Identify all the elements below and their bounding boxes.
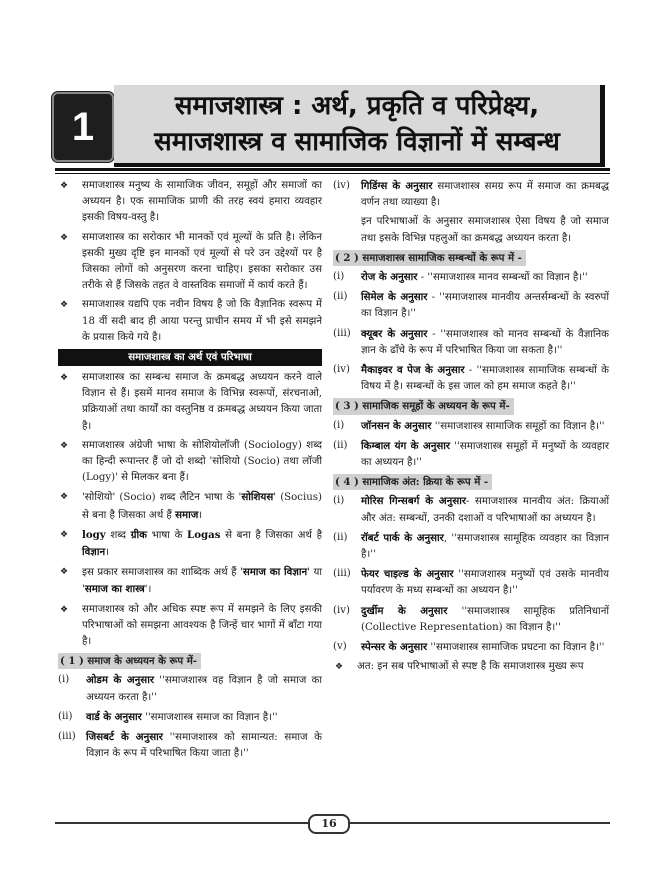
bold-text: ग्रीक <box>130 528 147 541</box>
text: ( 1 ) समाज के अध्ययन के रूप में- <box>60 655 198 668</box>
item-marker: (ii) <box>333 531 348 543</box>
numbered-definition <box>333 269 609 286</box>
item-marker: (iv) <box>333 604 350 616</box>
bold-text: जॉनसन के अनुसार <box>361 419 432 432</box>
subsection-heading <box>333 474 492 490</box>
numbered-definition <box>333 493 609 526</box>
numbered-definition <box>333 289 609 322</box>
bold-text: किम्बाल यंग के अनुसार <box>361 439 451 452</box>
text: ''समाजशास्त्र सामाजिक प्रघटना का विज्ञान है।'' <box>427 642 605 654</box>
text: - ''समाजशास्त्र सामाजिक सम्बन्धों के विषय में है। सम्बन्धों के इस जाल को हम समाज कहते है।'' <box>361 365 609 393</box>
bold-text: गिडिंग्स के अनुसार <box>361 180 433 192</box>
bold-text: मैकाइवर व पेज के अनुसार <box>361 364 465 377</box>
subsection-heading-wrap <box>333 474 609 493</box>
bullet-item <box>58 370 322 435</box>
text: , ''समाजशास्त्र सामूहिक व्यवहार का विज्ञान है।'' <box>361 532 609 561</box>
page-number: 16 <box>308 814 350 834</box>
text: इस प्रकार समाजशास्त्र का शाब्दिक अर्थ हैं ' <box>82 567 243 579</box>
bold-text: रॉबर्ट पार्क के अनुसार <box>361 531 444 544</box>
bold-text: रोज के अनुसार <box>361 271 418 284</box>
bullet-item <box>333 659 609 675</box>
item-marker: (i) <box>333 271 345 283</box>
header-rule <box>55 168 610 171</box>
item-marker: (iii) <box>333 568 351 580</box>
text: इन परिभाषाओं के अनुसार समाजशास्त्र ऐसा विषय है जो समाज तथा इसके विभिन्न पहलुओं का क्रमबद्ध अध्ययन करता है। <box>361 216 609 244</box>
numbered-definition <box>58 672 322 705</box>
text: 'सोशियो' (Socio) शब्द लैटिन भाषा के ' <box>82 492 242 504</box>
bullet-item <box>58 297 322 346</box>
numbered-definition <box>333 603 609 636</box>
text: ''समाजशास्त्र को सामान्यत: समाज के विज्ञान के रूप में परिभाषित किया जाता है।'' <box>86 732 322 760</box>
chapter-title-line-1: समाजशास्त्र : अर्थ, प्रकृति व परिप्रेक्ष्य, <box>174 91 540 121</box>
item-marker: (i) <box>333 419 345 431</box>
numbered-definition <box>58 709 322 726</box>
item-marker: (ii) <box>333 439 348 451</box>
numbered-definition <box>333 566 609 599</box>
bullet-item <box>58 564 322 598</box>
bold-text: सिमेल के अनुसार <box>361 291 428 304</box>
bullet-item <box>58 178 322 227</box>
text: भाषा के <box>146 529 188 541</box>
item-marker: (iii) <box>333 327 351 339</box>
bullet-diamond-icon: ❖ <box>60 181 69 191</box>
text: ( 2 ) समाजशास्त्र सामाजिक सम्बन्धों के रूप में - <box>335 251 522 264</box>
item-marker: (iii) <box>58 731 76 743</box>
bullet-item <box>58 438 322 487</box>
header-rule-thin <box>55 173 610 174</box>
text: ''समाजशास्त्र सामाजिक समूहों का विज्ञान है।'' <box>431 420 605 432</box>
text: समाजशास्त्र का अर्थ एवं परिभाषा <box>128 351 252 364</box>
bold-text: विज्ञान <box>82 546 106 559</box>
bold-text: समाज का विज्ञान <box>242 566 308 579</box>
text: - समाजशास्त्र मानवीय अंत: क्रियाओं और अंत: सम्बन्धों, उनकी दशाओं व परिभाषाओं का अध्ययन है। <box>361 496 610 524</box>
subsection-heading-wrap <box>333 398 609 417</box>
bold-text: स्पेन्सर के अनुसार <box>361 641 428 654</box>
text: समाजशास्त्र समग्र रूप में समाज का क्रमबद्ध वर्णन तथा व्याख्या है। <box>361 181 609 209</box>
subsection-heading-wrap <box>333 250 609 269</box>
bold-text: वार्ड के अनुसार <box>86 710 142 723</box>
chapter-number: 1 <box>71 104 95 149</box>
text: '। <box>144 584 152 596</box>
bold-text: logy <box>82 528 106 541</box>
bullet-item <box>58 602 322 651</box>
bullet-diamond-icon: ❖ <box>60 232 69 243</box>
text: समाजशास्त्र यद्यपि एक नवीन विषय है जो कि वैज्ञानिक स्वरूप में 18 वीं सदी बाद ही आया परन्तु प्राचीन समय में भी इसे समझने के प्रयास किये गये है। <box>82 299 322 343</box>
bullet-diamond-icon: ❖ <box>60 529 69 540</box>
bold-text: समाज का शास्त्र <box>84 583 145 596</box>
item-marker: (iv) <box>333 364 350 376</box>
bullet-item <box>58 527 322 561</box>
text: ' या ' <box>82 567 323 596</box>
numbered-definition <box>333 178 609 211</box>
bullet-diamond-icon: ❖ <box>60 567 69 578</box>
text: ' (Socius) से बना है जिसका अर्थ हैं <box>82 492 323 521</box>
numbered-definition <box>333 530 609 563</box>
bold-text: फेयर चाइल्ड के अनुसार <box>361 568 454 581</box>
text: - ''समाजशास्त्र मानवीय अन्तर्सम्बन्धों के स्वरुपों का विज्ञान है।'' <box>361 292 609 320</box>
text: समाजशास्त्र मनुष्य के सामाजिक जीवन, समूहों और समाजों का अध्ययन है। एक सामाजिक प्राणी की तरह स्वयं हमारा व्यवहार इसकी विषय-वस्तु है। <box>82 180 322 224</box>
item-marker: (i) <box>333 495 345 507</box>
text: - ''समाजशास्त्र को मानव सम्बन्धों के वैज्ञानिक ज्ञान के ढाँचे के रूप में परिभाषित किया जा सकता है।'' <box>361 328 609 356</box>
text: समाजशास्त्र को और अधिक स्पष्ट रूप में समझने के लिए इसकी परिभाषाओं को समझना आवश्यक है जिन्हें चार भागों में बाँटा गया है। <box>82 603 322 648</box>
bullet-item <box>58 230 322 295</box>
chapter-number-badge <box>52 92 114 162</box>
text: ''समाजशास्त्र वह विज्ञान है जो समाज का अध्ययन करता है।'' <box>86 675 322 703</box>
chapter-title-line-2: समाजशास्त्र व सामाजिक विज्ञानों में सम्बन्ध <box>154 127 560 157</box>
numbered-definition <box>333 418 609 435</box>
right-column <box>333 178 609 678</box>
text: ''समाजशास्त्र सामूहिक प्रतिनिधानों (Collective Representation) का विज्ञान है।'' <box>361 605 609 633</box>
item-marker: (i) <box>58 674 70 686</box>
text: ''समाजशास्त्र समूहों में मनुष्यों के व्यवहार का अध्ययन है।'' <box>361 440 610 469</box>
bullet-diamond-icon: ❖ <box>60 492 69 503</box>
numbered-definition <box>333 362 609 395</box>
text: ( 4 ) सामाजिक अंत: क्रिया के रूप में - <box>335 476 489 489</box>
numbered-definition <box>333 438 609 471</box>
bold-text: मोरिस गिन्सबर्ग के अनुसार <box>361 495 467 508</box>
subsection-heading <box>333 250 526 266</box>
text: । <box>198 509 203 521</box>
text: - ''समाजशास्त्र मानव सम्बन्धों का विज्ञान है।'' <box>417 272 588 284</box>
left-column <box>58 178 322 766</box>
text: ''समाजशास्त्र मनुष्यों एवं उसके मानवीय पर्यावरण के मध्य सम्बन्धों का अध्ययन है।'' <box>361 569 609 597</box>
section-heading <box>58 349 322 366</box>
item-marker: (ii) <box>333 291 348 303</box>
text: अत: इन सब परिभाषाओं से स्पष्ट है कि समाजशास्त्र मुख्य रूप <box>357 661 584 673</box>
bullet-item <box>58 489 322 523</box>
bold-text: ओडम के अनुसार <box>86 674 154 687</box>
bullet-diamond-icon: ❖ <box>60 373 69 384</box>
subsection-heading <box>58 653 201 669</box>
text: ( 3 ) सामाजिक समूहों के अध्ययन के रूप में- <box>335 400 510 413</box>
numbered-definition <box>333 326 609 359</box>
item-marker: (ii) <box>58 710 73 722</box>
text: समाजशास्त्र का सरोकार भी मानकों एवं मूल्यों के प्रति है। लेकिन इसकी मुख्य दृष्टि इन मानकों एवं मूल्यों से परे उन उद्देश्यों पर है जिसका लोगों को अनुसरण करना चाहिए। इसका सरोकार उस तरीके से हैं जिसके तहत वे वास्तविक समाजों में कार्य करते हैं। <box>82 231 322 292</box>
bold-text: क्यूबर के अनुसार <box>361 327 428 340</box>
bullet-diamond-icon: ❖ <box>60 300 69 311</box>
subsection-heading-wrap <box>58 653 322 672</box>
bold-text: समाज <box>175 508 199 521</box>
text: शब्द <box>105 529 131 541</box>
bold-text: जिसबर्ट के अनुसार <box>86 731 163 744</box>
bold-text: सोशियस <box>241 491 274 504</box>
paragraph <box>333 214 609 246</box>
bullet-diamond-icon: ❖ <box>60 440 69 451</box>
subsection-heading <box>333 398 514 414</box>
bold-text: दुर्खीम के अनुसार <box>361 604 448 617</box>
chapter-title-box <box>114 85 605 167</box>
bullet-diamond-icon: ❖ <box>60 604 69 615</box>
text: ''समाजशास्त्र समाज का विज्ञान है।'' <box>141 711 278 723</box>
text: । <box>105 547 110 559</box>
text: समाजशास्त्र का सम्बन्ध समाज के क्रमबद्ध अध्ययन करने वाले विज्ञान से हैं। इसमें मानव समाज के विभिन्न स्वरूपों, संरचनाओ, प्रक्रियाओं तथा कार्यों का वस्तुनिष्ठ व क्रमबद्ध अध्ययन किया जाता है। <box>82 372 322 432</box>
numbered-definition <box>333 639 609 656</box>
bullet-diamond-icon: ❖ <box>335 662 344 673</box>
item-marker: (iv) <box>333 180 350 191</box>
bold-text: Logas <box>187 528 221 541</box>
numbered-definition <box>58 729 322 762</box>
text: समाजशास्त्र अंग्रेजी भाषा के सोशियोलॉजी (Sociology) शब्द का हिन्दी रूपान्तर हैं जो दो शब्दो 'सोशियो (Socio) तथा लॉजी (Logy)' से मिलकर बना हैं। <box>82 439 322 484</box>
text: से बना है जिसका अर्थ है <box>220 529 322 541</box>
item-marker: (v) <box>333 641 347 653</box>
